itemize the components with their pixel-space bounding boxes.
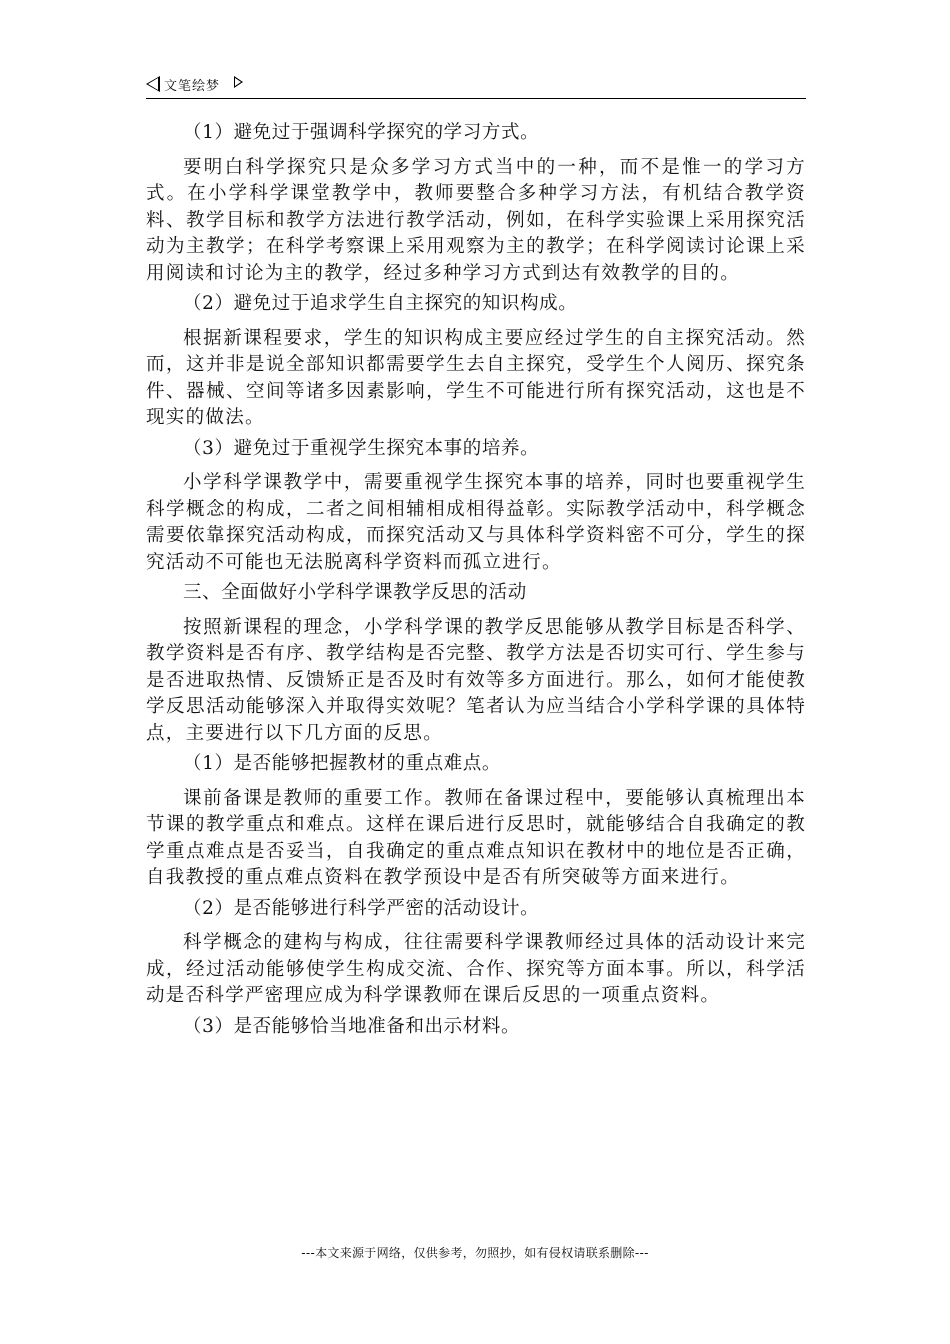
subheading: （2）避免过于追求学生自主探究的知识构成。 [183, 293, 578, 314]
body-paragraph: 根据新课程要求，学生的知识构成主要应经过学生的自主探究活动。然而，这并非是说全部知识都需要学生去自主探究，受学生个人阅历、探究条件、器械、空间等诸多因素影响，学生不可能进行所有探究活动，这也是不现实的做法。 [146, 327, 806, 428]
right-triangle-icon [234, 76, 243, 88]
body-paragraph: 科学概念的建构与构成，往往需要科学课教师经过具体的活动设计来完成，经过活动能够使学生构成交流、合作、探究等方面本事。所以，科学活动是否科学严密理应成为科学课教师在课后反思的一项重点资料。 [146, 932, 806, 1006]
section-heading: 三、全面做好小学科学课教学反思的活动 [183, 582, 527, 603]
subheading: （2）是否能够进行科学严密的活动设计。 [183, 897, 540, 919]
subheading: （3）避免过于重视学生探究本事的培养。 [183, 437, 540, 459]
document-body [146, 118, 806, 1048]
body-paragraph: 小学科学课教学中，需要重视学生探究本事的培养，同时也要重视学生科学概念的构成，二者之间相辅相成相得益彰。实际教学活动中，科学概念需要依靠探究活动构成，而探究活动又与具体科学资料密不可分，学生的探究活动不可能也无法脱离科学资料而孤立进行。 [146, 472, 806, 573]
header-title: 文笔绘梦 [164, 79, 221, 94]
left-triangle-icon [146, 76, 160, 92]
page-header [146, 72, 806, 99]
subheading: （3）是否能够恰当地准备和出示材料。 [183, 1015, 521, 1037]
page-footer: ---本文来源于网络，仅供参考，勿照抄，如有侵权请联系删除--- [301, 1246, 649, 1260]
subheading: （1）是否能够把握教材的重点难点。 [183, 753, 501, 774]
subheading: （1）避免过于强调科学探究的学习方式。 [183, 122, 540, 143]
body-paragraph: 要明白科学探究只是众多学习方式当中的一种，而不是惟一的学习方式。在小学科学课堂教学中，教师要整合多种学习方法，有机结合教学资料、教学目标和教学方法进行教学活动，例如，在科学实验课上采用探究活动为主教学；在科学考察课上采用观察为主的教学；在科学阅读讨论课上采用阅读和讨论为主的教学，经过多种学习方式到达有效教学的目的。 [146, 156, 806, 284]
body-paragraph: 按照新课程的理念，小学科学课的教学反思能够从教学目标是否科学、教学资料是否有序、教学结构是否完整、教学方法是否切实可行、学生参与是否进取热情、反馈矫正是否及时有效等多方面进行。那么，如何才能使教学反思活动能够深入并取得实效呢？笔者认为应当结合小学科学课的具体特点，主要进行以下几方面的反思。 [146, 616, 806, 744]
body-paragraph: 课前备课是教师的重要工作。教师在备课过程中，要能够认真梳理出本节课的教学重点和难点。这样在课后进行反思时，就能够结合自我确定的教学重点难点是否妥当，自我确定的重点难点知识在教材中的地位是否正确，自我教授的重点难点资料在教学预设中是否有所突破等方面来进行。 [146, 787, 806, 888]
